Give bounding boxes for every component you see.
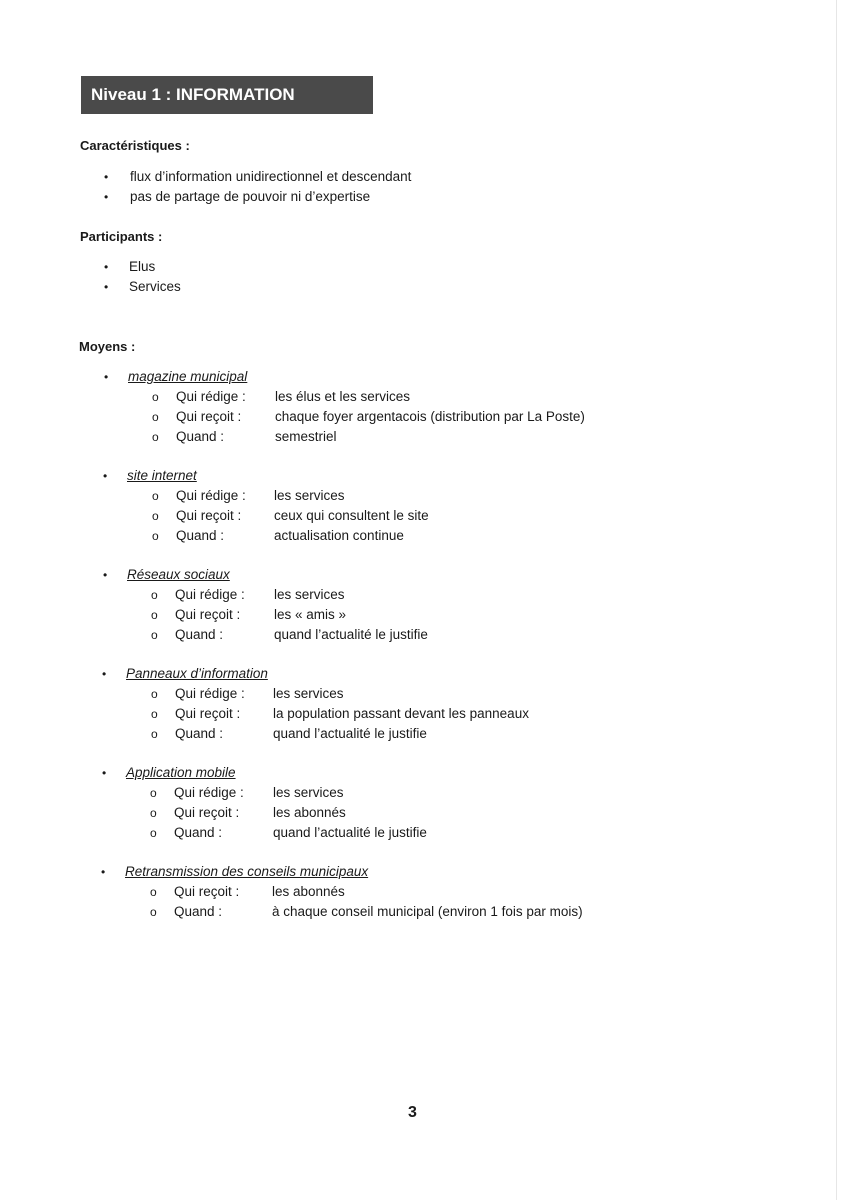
row-label: Qui rédige : [176,488,246,503]
row-value: quand l’actualité le justifie [273,825,427,840]
row-label: Quand : [175,627,224,642]
sub-bullet-icon: o [150,786,157,800]
bullet-icon: • [104,370,109,384]
row-value: actualisation continue [274,528,404,543]
scan-edge-line [836,0,837,1200]
moyen-title: Application mobile [126,765,236,780]
sub-bullet-icon: o [151,608,158,622]
row-label: Quand : [174,825,223,840]
row-label: Qui rédige : [176,389,246,404]
row-value: les élus et les services [275,389,411,404]
bullet-icon: • [104,170,109,184]
row-label: Quand : [176,429,225,444]
row-value: à chaque conseil municipal (environ 1 fois par mois) [272,904,583,919]
sub-bullet-icon: o [152,509,159,523]
sub-bullet-icon: o [151,707,158,721]
row-label: Qui reçoit : [174,805,240,820]
row-label: Qui reçoit : [176,409,242,424]
row-value: les services [273,686,344,701]
sub-bullet-icon: o [151,588,158,602]
row-label: Quand : [175,726,224,741]
participant-item: Elus [129,259,156,274]
row-value: les « amis » [274,607,347,622]
sub-bullet-icon: o [150,806,157,820]
sub-bullet-icon: o [151,727,158,741]
bullet-icon: • [103,469,108,483]
row-value: quand l’actualité le justifie [274,627,428,642]
moyen-title: site internet [127,468,197,483]
row-value: chaque foyer argentacois (distribution par La Poste) [275,409,585,424]
moyen-title: Retransmission des conseils municipaux [125,864,369,879]
row-value: semestriel [275,429,337,444]
moyen-title: Réseaux sociaux [127,567,230,582]
moyens-heading: Moyens : [79,339,136,354]
row-value: quand l’actualité le justifie [273,726,427,741]
bullet-icon: • [101,865,106,879]
bullet-icon: • [104,280,109,294]
bullet-icon: • [104,260,109,274]
sub-bullet-icon: o [151,628,158,642]
bullet-icon: • [103,568,108,582]
row-value: les services [274,488,345,503]
participants-heading: Participants : [80,229,163,244]
section-title: Niveau 1 : INFORMATION [81,76,373,114]
row-value: les services [273,785,344,800]
bullet-icon: • [104,190,109,204]
row-label: Qui rédige : [174,785,244,800]
sub-bullet-icon: o [150,826,157,840]
row-value: les abonnés [272,884,345,899]
sub-bullet-icon: o [152,410,159,424]
sub-bullet-icon: o [152,430,159,444]
bullet-icon: • [102,766,107,780]
row-label: Qui reçoit : [175,607,241,622]
caracteristique-item: flux d’information unidirectionnel et descendant [130,169,412,184]
sub-bullet-icon: o [150,905,157,919]
caracteristiques-heading: Caractéristiques : [80,138,190,153]
row-label: Quand : [176,528,225,543]
row-value: les services [274,587,345,602]
row-label: Qui reçoit : [175,706,241,721]
sub-bullet-icon: o [150,885,157,899]
caracteristique-item: pas de partage de pouvoir ni d’expertise [130,189,371,204]
sub-bullet-icon: o [152,390,159,404]
sub-bullet-icon: o [152,529,159,543]
bullet-icon: • [102,667,107,681]
sub-bullet-icon: o [152,489,159,503]
row-label: Quand : [174,904,223,919]
sub-bullet-icon: o [151,687,158,701]
row-label: Qui rédige : [175,587,245,602]
row-label: Qui rédige : [175,686,245,701]
row-label: Qui reçoit : [176,508,242,523]
row-label: Qui reçoit : [174,884,240,899]
page-number: 3 [408,1104,417,1121]
row-value: la population passant devant les panneaux [273,706,529,721]
row-value: ceux qui consultent le site [274,508,429,523]
participant-item: Services [129,279,181,294]
moyen-title: Panneaux d’information [126,666,268,681]
moyen-title: magazine municipal [128,369,248,384]
row-value: les abonnés [273,805,346,820]
